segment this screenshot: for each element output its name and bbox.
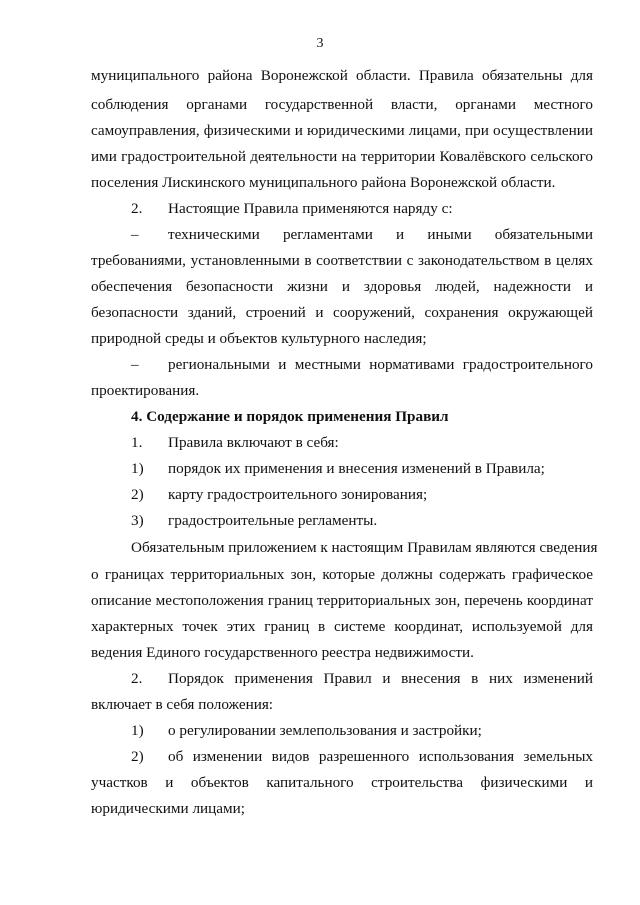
list-item xyxy=(131,511,593,531)
text-line: юридическими лицами; xyxy=(91,800,245,817)
item-text: Порядок применения Правил и внесения в них изменений xyxy=(168,670,593,687)
item-text: Настоящие Правила применяются наряду с: xyxy=(168,200,453,217)
text-line: характерных точек этих границ в системе координат, используемой для xyxy=(91,618,593,635)
item-number: 2) xyxy=(131,748,144,765)
text-line: поселения Лискинского муниципального района Воронежской области. xyxy=(91,174,556,191)
text-line: о границах территориальных зон, которые должны содержать графическое xyxy=(91,566,593,583)
list-item xyxy=(131,459,593,479)
text-line: обеспечения безопасности жизни и здоровья людей, надежности и xyxy=(91,278,593,295)
numbered-item xyxy=(131,433,593,453)
text-line: самоуправления, физическими и юридическими лицами, при осуществлении xyxy=(91,122,593,139)
dash-marker: – xyxy=(131,356,139,373)
dash-item xyxy=(131,355,593,375)
item-text: порядок их применения и внесения изменений в Правила; xyxy=(168,460,545,477)
text-line: участков и объектов капитального строительства физическими и xyxy=(91,774,593,791)
item-number: 2. xyxy=(131,200,143,217)
item-number: 2. xyxy=(131,670,143,687)
page-number: 3 xyxy=(316,36,324,51)
text-line: Обязательным приложением к настоящим Правилам являются сведения xyxy=(131,539,598,556)
item-text: о регулировании землепользования и застройки; xyxy=(168,722,482,739)
text-line: ими градостроительной деятельности на территории Ковалёвского сельского xyxy=(91,148,593,165)
dash-item xyxy=(131,225,593,245)
list-item xyxy=(131,721,593,741)
list-item xyxy=(131,747,593,767)
item-number: 3) xyxy=(131,512,144,529)
text-line: природной среды и объектов культурного наследия; xyxy=(91,330,427,347)
item-number: 2) xyxy=(131,486,144,503)
text-line: ведения Единого государственного реестра недвижимости. xyxy=(91,644,474,661)
section-heading: 4. Содержание и порядок применения Правил xyxy=(131,408,449,425)
item-text: об изменении видов разрешенного использования земельных xyxy=(168,748,593,765)
item-number: 1. xyxy=(131,434,143,451)
text-line: включает в себя положения: xyxy=(91,696,274,713)
text-line: соблюдения органами государственной власти, органами местного xyxy=(91,96,593,113)
item-text: градостроительные регламенты. xyxy=(168,512,378,529)
item-text: карту градостроительного зонирования; xyxy=(168,486,428,503)
item-number: 1) xyxy=(131,722,144,739)
item-text: региональными и местными нормативами градостроительного xyxy=(168,356,593,373)
numbered-item xyxy=(131,199,593,219)
text-line: муниципального района Воронежской области. Правила обязательны для xyxy=(91,67,593,84)
item-number: 1) xyxy=(131,460,144,477)
numbered-item xyxy=(131,669,593,689)
text-line: описание местоположения границ территориальных зон, перечень координат xyxy=(91,592,593,609)
item-text: Правила включают в себя: xyxy=(168,434,339,451)
text-line: проектирования. xyxy=(91,382,200,399)
text-line: безопасности зданий, строений и сооружений, сохранения окружающей xyxy=(91,304,593,321)
list-item xyxy=(131,485,593,505)
dash-marker: – xyxy=(131,226,139,243)
item-text: техническими регламентами и иными обязательными xyxy=(168,226,593,243)
text-line: требованиями, установленными в соответствии с законодательством в целях xyxy=(91,252,593,269)
